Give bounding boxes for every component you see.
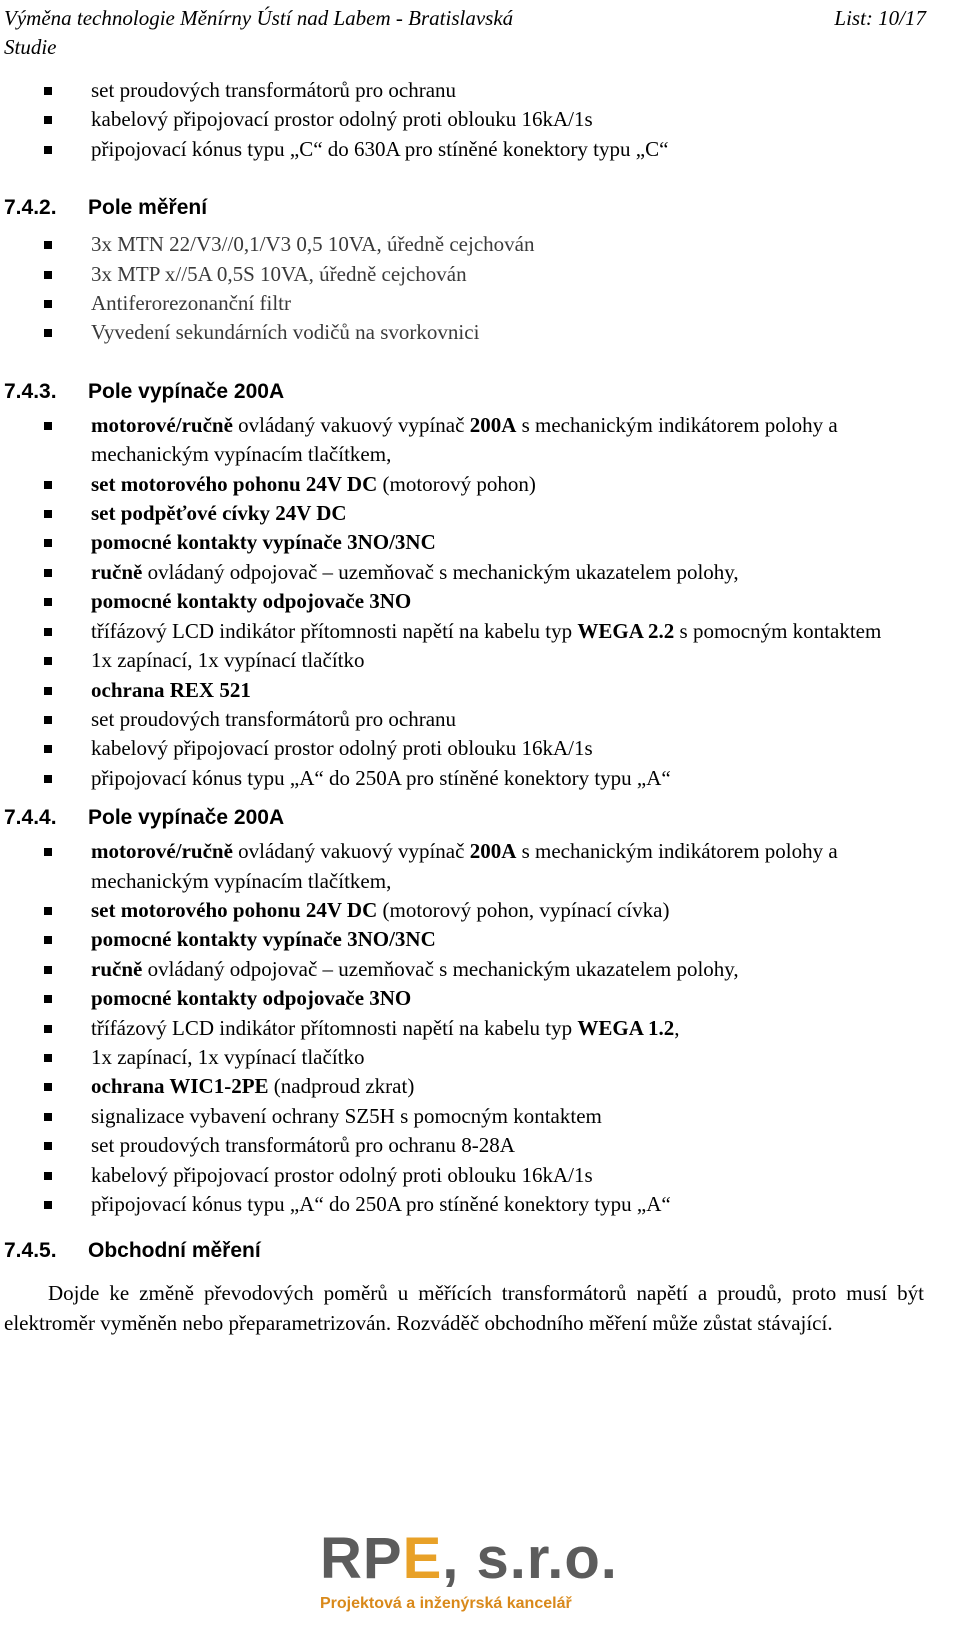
breaker-bullet-list-1 xyxy=(0,411,960,793)
text: 3x MTP x//5A 0,5S 10VA, úředně cejchován xyxy=(91,261,467,286)
list-item xyxy=(0,1190,960,1219)
list-item xyxy=(0,470,960,499)
list-item xyxy=(0,925,960,954)
list-item xyxy=(0,837,960,896)
text: 1x zapínací, 1x vypínací tlačítko xyxy=(91,1044,365,1069)
text: třífázový LCD indikátor přítomnosti napětí na kabelu typ xyxy=(91,1015,578,1040)
bold-text: pomocné kontakty odpojovače 3NO xyxy=(91,589,412,614)
text: , xyxy=(674,1015,680,1040)
list-item xyxy=(0,76,960,105)
intro-bullet-list xyxy=(0,76,960,164)
bold-text: pomocné kontakty vypínače 3NO/3NC xyxy=(91,530,436,555)
list-item xyxy=(0,105,960,134)
document-body xyxy=(0,76,960,1338)
bold-text: set podpěťové cívky 24V DC xyxy=(91,501,347,526)
section-number: 7.4.2. xyxy=(4,196,57,220)
text: ovládaný odpojovač – uzemňovač s mechanickým ukazatelem polohy, xyxy=(142,559,739,584)
bold-text: motorové/ručně xyxy=(91,412,233,437)
company-logo xyxy=(320,1528,620,1614)
section-title: Obchodní měření xyxy=(88,1239,261,1263)
logo-text-e: E xyxy=(402,1526,443,1591)
bold-text: ručně xyxy=(91,559,143,584)
section-title: Pole měření xyxy=(88,196,208,220)
bold-text: 200A xyxy=(469,839,517,864)
text: kabelový připojovací prostor odolný proti oblouku 16kA/1s xyxy=(91,736,593,761)
text: ovládaný vakuový vypínač xyxy=(232,839,470,864)
list-item xyxy=(0,318,960,347)
bold-text: set motorového pohonu 24V DC xyxy=(91,897,378,922)
text: připojovací kónus typu „C“ do 630A pro stíněné konektory typu „C“ xyxy=(91,136,669,161)
list-item xyxy=(0,1161,960,1190)
list-item xyxy=(0,1131,960,1160)
text: s pomocným kontaktem xyxy=(674,618,882,643)
bold-text: WEGA 2.2 xyxy=(577,618,675,643)
breaker-bullet-list-2 xyxy=(0,837,960,1219)
section-title: Pole vypínače 200A xyxy=(88,806,285,830)
list-item xyxy=(0,230,960,259)
list-item xyxy=(0,1014,960,1043)
text: s mechanickým indikátorem polohy a mechanickým vypínacím tlačítkem, xyxy=(91,839,838,893)
bold-text: ručně xyxy=(91,956,143,981)
bold-text: pomocné kontakty odpojovače 3NO xyxy=(91,986,412,1011)
text: (motorový pohon, vypínací cívka) xyxy=(377,897,670,922)
list-item xyxy=(0,955,960,984)
text: set proudových transformátorů pro ochranu xyxy=(91,78,457,102)
logo-wordmark xyxy=(320,1528,620,1590)
text: Antiferorezonanční filtr xyxy=(91,291,291,316)
list-item xyxy=(0,734,960,763)
text: (nadproud zkrat) xyxy=(268,1074,415,1099)
bold-text: ochrana REX 521 xyxy=(91,677,251,702)
bold-text: ochrana WIC1-2PE xyxy=(91,1074,269,1099)
list-item xyxy=(0,558,960,587)
text: signalizace vybavení ochrany SZ5H s pomocným kontaktem xyxy=(91,1103,602,1128)
list-item xyxy=(0,411,960,470)
list-item xyxy=(0,1102,960,1131)
text: ovládaný odpojovač – uzemňovač s mechanickým ukazatelem polohy, xyxy=(142,956,739,981)
text: s mechanickým indikátorem polohy a mechanickým vypínacím tlačítkem, xyxy=(91,412,838,467)
section-title: Pole vypínače 200A xyxy=(88,379,285,403)
document-title: Výměna technologie Měnírny Ústí nad Labem - Bratislavská xyxy=(4,6,514,30)
list-item xyxy=(0,135,960,164)
text: set proudových transformátorů pro ochranu xyxy=(91,706,457,731)
list-item xyxy=(0,646,960,675)
section-heading-743 xyxy=(0,377,960,406)
text: set proudových transformátorů pro ochranu 8-28A xyxy=(91,1133,515,1158)
list-item xyxy=(0,587,960,616)
text: (motorový pohon) xyxy=(377,471,536,496)
list-item xyxy=(0,896,960,925)
list-item xyxy=(0,764,960,793)
logo-text-rp: RP xyxy=(320,1526,403,1591)
list-item xyxy=(0,984,960,1013)
list-item xyxy=(0,1072,960,1101)
metering-paragraph: Dojde ke změně převodových poměrů u měřících transformátorů napětí a proudů, proto musí být elektroměr vyměněn nebo přeparametrizován. Rozváděč obchodního měření může zůstat stávající. xyxy=(4,1281,924,1335)
section-number: 7.4.3. xyxy=(4,379,57,403)
text: Vyvedení sekundárních vodičů na svorkovnici xyxy=(91,320,480,345)
list-item xyxy=(0,1043,960,1072)
text: 3x MTN 22/V3//0,1/V3 0,5 10VA, úředně cejchován xyxy=(91,232,535,257)
measurement-bullet-list xyxy=(0,230,960,348)
page-number: List: 10/17 xyxy=(834,6,926,30)
section-number: 7.4.5. xyxy=(4,1239,57,1263)
section-heading-745 xyxy=(0,1236,960,1265)
list-item xyxy=(0,528,960,557)
document-subtitle: Studie xyxy=(4,35,57,59)
bold-text: 200A xyxy=(469,412,517,437)
list-item xyxy=(0,617,960,646)
logo-tagline: Projektová a inženýrská kancelář xyxy=(320,1595,572,1612)
logo-text-sro: , s.r.o. xyxy=(442,1526,618,1591)
text: kabelový připojovací prostor odolný proti oblouku 16kA/1s xyxy=(91,107,593,132)
list-item xyxy=(0,676,960,705)
section-number: 7.4.4. xyxy=(4,806,57,830)
text: 1x zapínací, 1x vypínací tlačítko xyxy=(91,648,365,673)
text: připojovací kónus typu „A“ do 250A pro stíněné konektory typu „A“ xyxy=(91,1192,671,1216)
list-item xyxy=(0,705,960,734)
list-item xyxy=(0,289,960,318)
text: kabelový připojovací prostor odolný proti oblouku 16kA/1s xyxy=(91,1162,593,1187)
bold-text: set motorového pohonu 24V DC xyxy=(91,471,378,496)
bold-text: WEGA 1.2 xyxy=(577,1015,675,1040)
list-item xyxy=(0,499,960,528)
text: ovládaný vakuový vypínač xyxy=(232,412,470,437)
section-heading-742 xyxy=(0,193,960,222)
text: třífázový LCD indikátor přítomnosti napětí na kabelu typ xyxy=(91,618,578,643)
bold-text: pomocné kontakty vypínače 3NO/3NC xyxy=(91,927,436,952)
section-heading-744 xyxy=(0,803,960,832)
bold-text: motorové/ručně xyxy=(91,839,233,864)
list-item xyxy=(0,260,960,289)
text: připojovací kónus typu „A“ do 250A pro stíněné konektory typu „A“ xyxy=(91,765,671,790)
